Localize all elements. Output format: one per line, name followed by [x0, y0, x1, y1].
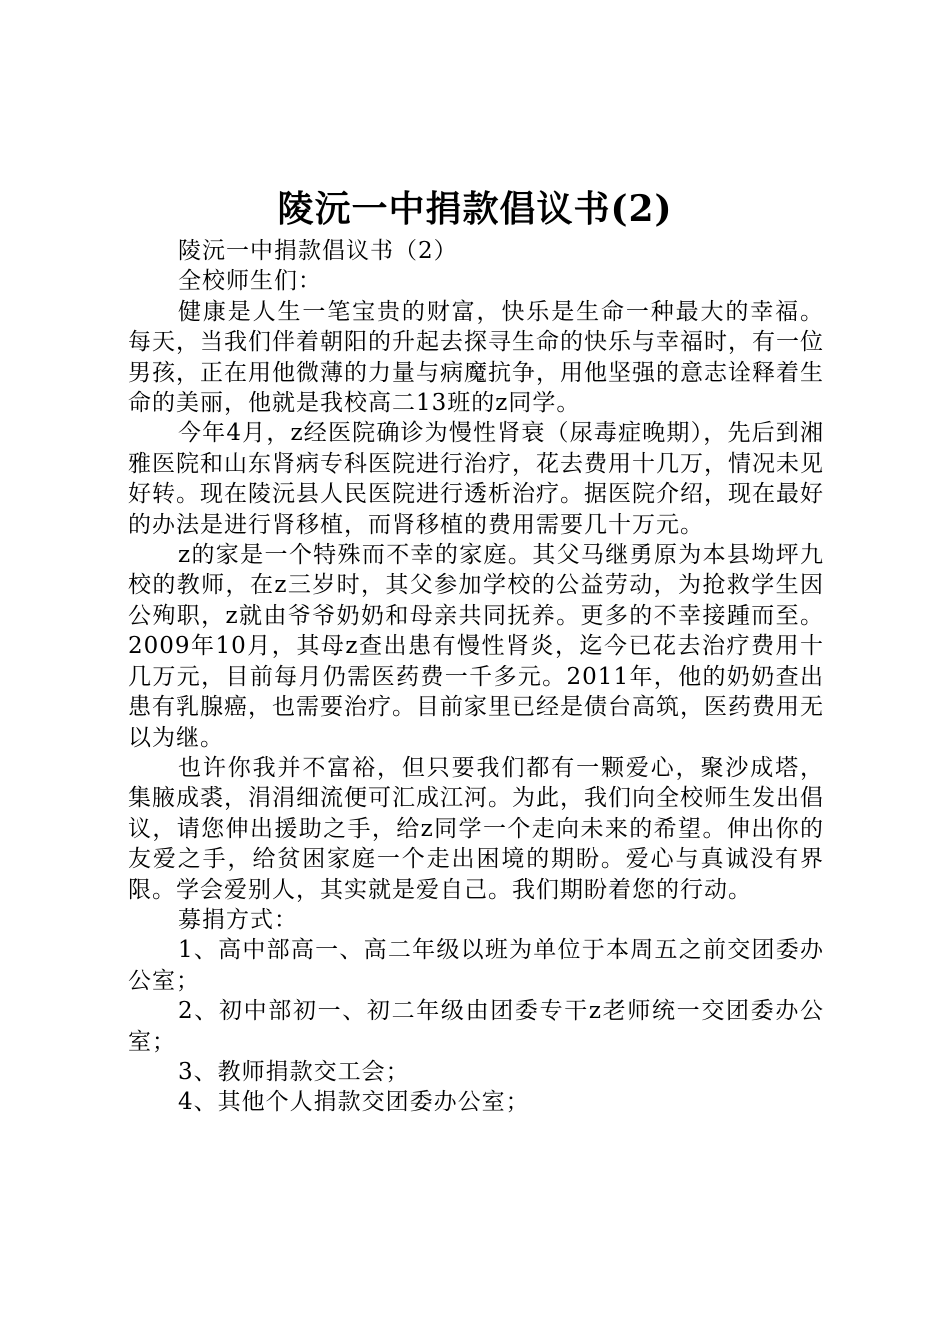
body-paragraph: 今年4月，z经医院确诊为慢性肾衰（尿毒症晚期），先后到湘雅医院和山东肾病专科医院进行治疗，花去费用十几万，情况未见好转。现在陵沅县人民医院进行透析治疗。据医院介绍，现在最好的办法是进行肾移植，而肾移植的费用需要几十万元。 — [128, 420, 824, 538]
donation-methods-heading: 募捐方式： — [178, 906, 298, 933]
body-paragraph: 健康是人生一笔宝贵的财富，快乐是生命一种最大的幸福。每天，当我们伴着朝阳的升起去探寻生命的快乐与幸福时，有一位男孩，正在用他微薄的力量与病魔抗争，用他坚强的意志诠释着生命的美丽，他就是我校高二13班的z同学。 — [128, 298, 824, 417]
subtitle-paragraph: 陵沅一中捐款倡议书（2） — [178, 238, 458, 264]
document-body — [128, 236, 824, 1118]
salutation-paragraph: 全校师生们： — [178, 268, 322, 295]
donation-method-item: 3、教师捐款交工会； — [178, 1058, 410, 1085]
donation-method-item: 1、高中部高一、高二年级以班为单位于本周五之前交团委办公室； — [128, 937, 824, 994]
body-paragraph: 也许你我并不富裕，但只要我们都有一颗爱心，聚沙成塔，集腋成裘，涓涓细流便可汇成江河。为此，我们向全校师生发出倡议，请您伸出援助之手，给z同学一个走向未来的希望。伸出你的友爱之手，给贫困家庭一个走出困境的期盼。爱心与真诚没有界限。学会爱别人，其实就是爱自己。我们期盼着您的行动。 — [128, 754, 824, 903]
body-paragraph: z的家是一个特殊而不幸的家庭。其父马继勇原为本县坳坪九校的教师，在z三岁时，其父参加学校的公益劳动，为抢救学生因公殉职，z就由爷爷奶奶和母亲共同抚养。更多的不幸接踵而至。2009年10月，其母z查出患有慢性肾炎，迄今已花去治疗费用十几万元，目前每月仍需医药费一千多元。2011年，他的奶奶查出患有乳腺癌，也需要治疗。目前家里已经是债台高筑，医药费用无以为继。 — [128, 542, 824, 751]
donation-method-item: 4、其他个人捐款交团委办公室； — [178, 1089, 530, 1116]
document-title: 陵沅一中捐款倡议书(2) — [277, 188, 673, 230]
donation-method-item: 2、初中部初一、初二年级由团委专干z老师统一交团委办公室； — [128, 998, 824, 1055]
